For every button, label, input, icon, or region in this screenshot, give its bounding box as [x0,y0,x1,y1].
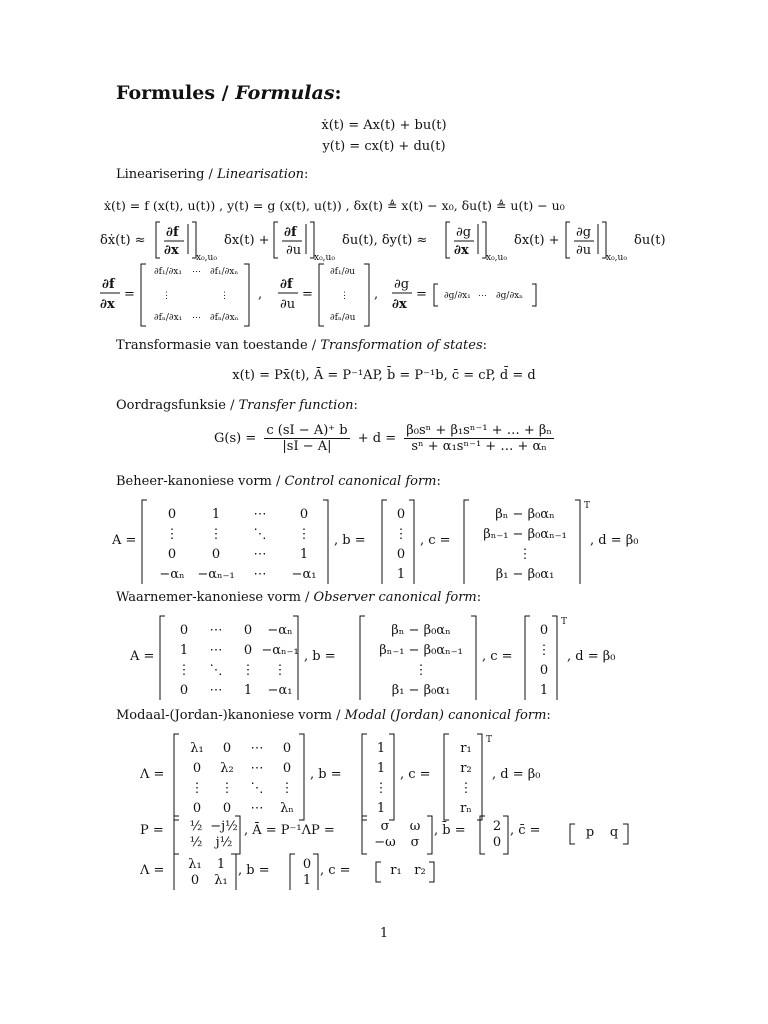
A-matrix-cell: ⋮ [209,527,223,542]
matrix-label: , b̄ = [434,823,466,838]
c-vector-cell: 0 [539,623,549,638]
matrix-bracket [313,854,318,890]
c2-vector-cell: r₂ [414,863,426,878]
matrix-label: P = [140,823,164,838]
A-matrix-cell: 0 [167,507,177,522]
svg-text:∂f₁/∂x₁: ∂f₁/∂x₁ [154,267,182,277]
svg-text:⋮: ⋮ [162,291,171,301]
section-heading-control [116,474,441,489]
Lambda-matrix-cell: ⋮ [190,781,204,796]
c-vector-cell: 1 [539,683,549,698]
b-vector-cell: 1 [376,801,386,816]
A-matrix-cell: ⋯ [209,643,223,658]
b-vector-cell: βₙ − β₀αₙ [391,623,451,638]
matrix-bracket [464,500,469,584]
matrix-bracket [525,616,530,700]
svg-text:⋯: ⋯ [478,291,487,301]
Abar-matrix-cell: σ [380,819,390,834]
A-matrix-cell: 0 [167,547,177,562]
A-matrix-cell: ⋮ [177,663,191,678]
Lambda-matrix-cell: λₙ [280,801,294,816]
section-heading-linearisation [116,167,308,182]
heading-colon: : [436,474,441,489]
A-matrix-cell: ⋯ [253,567,267,582]
matrix-label: , c = [320,863,351,878]
svg-text:δẋ(t) ≈: δẋ(t) ≈ [100,233,146,248]
matrix-label: , c = [400,767,431,782]
svg-text:x₀,u₀: x₀,u₀ [314,253,335,262]
matrix-label: , c = [420,533,451,548]
svg-text:⋮: ⋮ [220,291,229,301]
A-matrix-cell: −α₁ [291,567,317,582]
A-matrix-cell: ⋯ [253,547,267,562]
d-term: , d = β₀ [492,767,541,782]
matrix-label: Λ = [140,863,165,878]
A-matrix-cell: 0 [243,623,253,638]
A-matrix-cell: −αₙ [159,567,185,582]
c-vector-cell: ⋮ [459,781,473,796]
matrix-bracket [362,734,367,820]
b-vector-cell: ⋮ [394,527,408,542]
matrix-bracket [623,824,628,844]
cbar-vector-cell: q [609,825,619,840]
Lambda-matrix-cell: 0 [282,761,292,776]
heading-en: Transfer function [238,398,354,413]
heading-en: Modal (Jordan) canonical form [344,708,547,723]
c2-vector-cell: r₁ [390,863,402,878]
transfer-plus-d: + d = [357,431,397,446]
matrix-bracket [323,500,328,584]
output-equation: y(t) = cx(t) + du(t) [322,139,446,154]
Lambda2-matrix-cell: 1 [216,857,226,872]
b-vector-cell: 0 [396,547,406,562]
matrix-bracket [409,500,414,584]
A-matrix-cell: 0 [243,643,253,658]
matrix-bracket [293,616,298,700]
svg-text:δx(t) +: δx(t) + [224,233,270,248]
Lambda-matrix-cell: ⋯ [250,741,264,756]
observer-canonical-form [130,612,670,700]
c-vector-cell: rₙ [460,801,472,816]
matrix-label: A = [112,533,137,548]
matrix-bracket [389,734,394,820]
matrix-label: , b = [304,649,336,664]
svg-text:∂g: ∂g [576,225,592,240]
b-vector-cell: βₙ₋₁ − β₀αₙ₋₁ [379,643,463,658]
matrix-label: , b = [238,863,270,878]
P-matrix-cell: −j½ [210,819,238,834]
c-vector-cell: β₁ − β₀α₁ [495,567,555,582]
matrix-bracket [427,816,432,854]
matrix-label: A = [130,649,155,664]
A-matrix-cell: 0 [179,623,189,638]
A-matrix-cell: −αₙ₋₁ [261,643,299,658]
matrix-bracket [362,816,367,854]
matrix-label: Λ = [140,767,165,782]
svg-text:=: = [124,287,135,302]
matrix-bracket [290,854,295,890]
title-colon: : [334,82,342,104]
svg-text:⋯: ⋯ [192,267,201,277]
matrix-bracket [174,816,179,854]
svg-text:∂g: ∂g [456,225,472,240]
Lambda-matrix-cell: ⋯ [250,761,264,776]
page-number: 1 [379,926,389,941]
svg-text:∂f: ∂f [166,225,179,240]
A-matrix-cell: ⋯ [253,507,267,522]
jacobian-matrices [100,262,560,328]
Lambda-matrix-cell: ⋱ [250,781,264,796]
svg-text:∂f₁/∂xₙ: ∂f₁/∂xₙ [210,267,239,277]
A-matrix-cell: 1 [179,643,189,658]
Lambda-matrix-cell: 0 [192,761,202,776]
svg-text:x₀,u₀: x₀,u₀ [486,253,507,262]
Lambda-matrix-cell: 0 [282,741,292,756]
heading-colon: : [353,398,358,413]
d-term: , d = β₀ [590,533,639,548]
A-matrix-cell: ⋮ [297,527,311,542]
fraction-numerator: c (sI − A)⁺ b [266,423,348,438]
state-equation: ẋ(t) = Ax(t) + bu(t) [321,118,447,133]
svg-text:=: = [416,287,427,302]
matrix-bracket [174,734,179,820]
b-vector-cell: β₁ − β₀α₁ [391,683,451,698]
A-matrix-cell: 1 [299,547,309,562]
page-title [116,82,342,104]
P-matrix-cell: ½ [189,835,203,850]
fraction-numerator: β₀sⁿ + β₁sⁿ⁻¹ + … + βₙ [406,423,552,438]
matrix-bracket [570,824,575,844]
svg-text:∂g: ∂g [394,277,410,292]
svg-text:,: , [258,287,263,302]
modal-canonical-form [140,730,660,890]
title-nl: Formules / [116,82,236,104]
Abar-matrix-cell: σ [410,835,420,850]
svg-text:∂f₁/∂u: ∂f₁/∂u [330,267,356,277]
svg-text:∂x: ∂x [100,297,115,312]
Lambda-matrix-cell: λ₂ [220,761,234,776]
matrix-bracket [503,816,508,854]
svg-text:∂g/∂x₁: ∂g/∂x₁ [444,291,471,301]
section-heading-modal [116,708,551,723]
svg-text:∂fₙ/∂xₙ: ∂fₙ/∂xₙ [210,313,239,323]
transpose-label: T [486,735,493,745]
matrix-label: , b = [310,767,342,782]
A-matrix-cell: ⋱ [209,663,223,678]
transfer-function [214,423,554,454]
c-vector-cell: ⋮ [518,547,532,562]
A-matrix-cell: ⋮ [165,527,179,542]
title-en: Formulas [235,82,335,104]
svg-text:∂u: ∂u [280,297,296,312]
b-vector-cell: ⋮ [374,781,388,796]
A-matrix-cell: −α₁ [267,683,293,698]
section-heading-observer [116,590,481,605]
matrix-bracket [429,862,434,882]
matrix-label: , c = [482,649,513,664]
Lambda-matrix-cell: 0 [222,801,232,816]
A-matrix-cell: −αₙ [267,623,293,638]
transformation-equation: x(t) = Px̄(t), Ā = P⁻¹AP, b̄ = P⁻¹b, c̄ = cP, d̄ = d [232,368,536,383]
heading-nl: Oordragsfunksie / [116,398,239,413]
matrix-label: , b = [334,533,366,548]
A-matrix-cell: ⋯ [209,683,223,698]
svg-text:δu(t), δy(t) ≈: δu(t), δy(t) ≈ [342,233,428,248]
matrix-bracket [360,616,365,700]
section-heading-transformation [116,338,487,353]
svg-text:=: = [302,287,313,302]
Lambda2-matrix-cell: 0 [190,873,200,888]
svg-text:∂f: ∂f [284,225,297,240]
heading-en: Transformation of states [320,338,483,353]
heading-colon: : [476,590,482,605]
heading-colon: : [304,167,309,182]
b-vector-cell: 1 [376,761,386,776]
matrix-bracket [299,734,304,820]
svg-text:x₀,u₀: x₀,u₀ [196,253,217,262]
heading-colon: : [546,708,551,723]
linearisation-jacobian-equation [100,218,670,262]
svg-text:∂x: ∂x [454,243,469,258]
transfer-fraction-2 [404,423,554,454]
P-matrix-cell: j½ [215,835,233,850]
heading-en: Linearisation [217,167,305,182]
svg-text:∂x: ∂x [392,297,407,312]
heading-nl: Beheer-kanoniese vorm / [116,474,285,489]
matrix-label: , c̄ = [510,823,541,838]
c-vector-cell: βₙ₋₁ − β₀αₙ₋₁ [483,527,567,542]
A-matrix-cell: 0 [211,547,221,562]
A-matrix-cell: 0 [299,507,309,522]
bbar-vector-cell: 2 [492,819,502,834]
b-vector-cell: 0 [396,507,406,522]
svg-text:∂f: ∂f [280,277,293,292]
A-matrix-cell: 0 [179,683,189,698]
section-heading-transfer [116,398,358,413]
Lambda-matrix-cell: ⋮ [220,781,234,796]
b-vector-cell: ⋮ [414,663,428,678]
svg-text:x₀,u₀: x₀,u₀ [606,253,627,262]
svg-text:∂fₙ/∂u: ∂fₙ/∂u [330,313,356,323]
matrix-bracket [480,816,485,854]
A-matrix-cell: −αₙ₋₁ [197,567,235,582]
Lambda-matrix-cell: ⋯ [250,801,264,816]
matrix-bracket [376,862,381,882]
svg-text:δx(t) +: δx(t) + [514,233,560,248]
heading-nl: Linearisering / [116,167,218,182]
Abar-matrix-cell: ω [409,819,421,834]
bbar-vector-cell: 0 [492,835,502,850]
svg-text:∂u: ∂u [576,243,592,258]
matrix-bracket [552,616,557,700]
Lambda-matrix-cell: ⋮ [280,781,294,796]
cbar-vector-cell: p [585,825,595,840]
matrix-bracket [477,734,482,820]
Lambda2-matrix-cell: λ₁ [188,857,202,872]
heading-colon: : [482,338,488,353]
Lambda-matrix-cell: 0 [222,741,232,756]
svg-text:∂fₙ/∂x₁: ∂fₙ/∂x₁ [154,313,183,323]
heading-nl: Modaal-(Jordan-)kanoniese vorm / [116,708,345,723]
matrix-label: , Ā = P⁻¹ΛP = [244,823,335,838]
fraction-denominator: |sI − A| [282,439,332,454]
fraction-denominator: sⁿ + α₁sⁿ⁻¹ + … + αₙ [411,439,547,454]
c-vector-cell: βₙ − β₀αₙ [495,507,555,522]
transpose-label: T [584,501,591,511]
heading-en: Control canonical form [284,474,437,489]
matrix-bracket [160,616,165,700]
A-matrix-cell: 1 [211,507,221,522]
svg-text:,: , [374,287,379,302]
svg-text:δu(t): δu(t) [634,233,666,248]
c-vector-cell: r₂ [460,761,472,776]
matrix-bracket [575,500,580,584]
A-matrix-cell: ⋮ [273,663,287,678]
A-matrix-cell: ⋱ [253,527,267,542]
b-vector-cell: 1 [396,567,406,582]
c-vector-cell: 0 [539,663,549,678]
A-matrix-cell: ⋮ [241,663,255,678]
matrix-bracket [231,854,236,890]
A-matrix-cell: ⋯ [209,623,223,638]
b2-vector-cell: 1 [302,873,312,888]
matrix-bracket [444,734,449,820]
svg-text:⋮: ⋮ [340,291,349,301]
svg-text:∂g/∂xₙ: ∂g/∂xₙ [496,291,524,301]
Lambda2-matrix-cell: λ₁ [214,873,228,888]
transpose-label: T [561,617,568,627]
transfer-lhs: G(s) = [214,431,257,446]
Lambda-matrix-cell: λ₁ [190,741,204,756]
P-matrix-cell: ½ [189,819,203,834]
control-canonical-form [112,496,672,584]
matrix-bracket [382,500,387,584]
matrix-bracket [142,500,147,584]
A-matrix-cell: 1 [243,683,253,698]
b2-vector-cell: 0 [302,857,312,872]
svg-text:∂x: ∂x [164,243,179,258]
Lambda-matrix-cell: 0 [192,801,202,816]
c-vector-cell: ⋮ [537,643,551,658]
transfer-fraction-1 [264,423,349,454]
c-vector-cell: r₁ [460,741,472,756]
heading-nl: Transformasie van toestande / [116,338,321,353]
svg-text:∂f: ∂f [102,277,115,292]
heading-en: Observer canonical form [313,590,477,605]
linearisation-definitions: ẋ(t) = f (x(t), u(t)) , y(t) = g (x(t), u(t)) , δx(t) ≜ x(t) − x₀, δu(t) ≜ u(t) − u₀ [104,198,565,213]
b-vector-cell: 1 [376,741,386,756]
svg-text:∂u: ∂u [286,243,302,258]
matrix-bracket [471,616,476,700]
svg-text:⋯: ⋯ [192,313,201,323]
Abar-matrix-cell: −ω [374,835,396,850]
matrix-bracket [174,854,179,890]
d-term: , d = β₀ [567,649,616,664]
heading-nl: Waarnemer-kanoniese vorm / [116,590,314,605]
